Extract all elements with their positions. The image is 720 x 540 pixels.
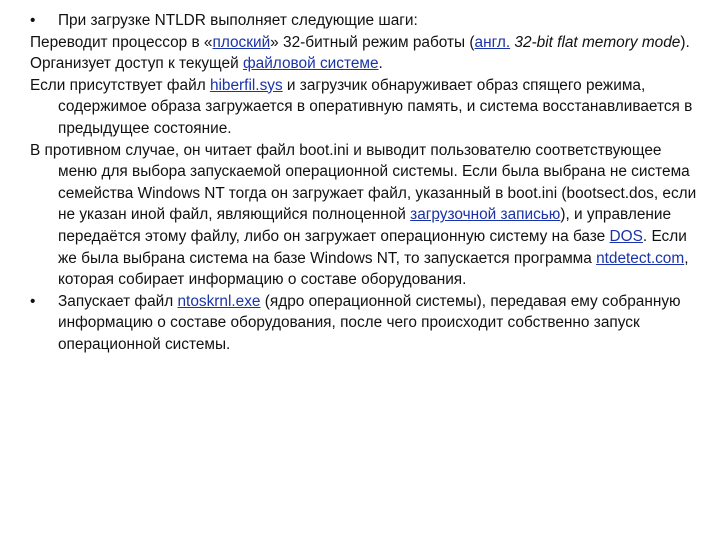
- paragraph-boot-ini: [30, 140, 698, 291]
- text-run: Переводит процессор в «: [30, 33, 213, 51]
- bullet-marker: •: [30, 12, 36, 29]
- text-run: . Если же была выбрана система на базе Windows NT, то запускается программа: [58, 227, 687, 267]
- text-run: » 32-битный режим работы (: [270, 33, 475, 51]
- link-boot-record[interactable]: загрузочной записью: [410, 206, 561, 224]
- paragraph-hiberfil: [30, 75, 698, 140]
- bullet-paragraph-ntoskrnl: [30, 291, 698, 356]
- text-run: ).: [680, 33, 690, 51]
- text-run: Организует доступ к текущей: [30, 55, 243, 73]
- link-hiberfil[interactable]: hiberfil.sys: [209, 76, 283, 94]
- link-flat[interactable]: плоский: [212, 33, 271, 51]
- bullet-marker: •: [30, 292, 36, 310]
- text-run: и загрузчик обнаруживает образ спящего режима, содержимое образа загружается в оперативную память, и система восстанавливается в предыдущее состояние.: [58, 76, 693, 137]
- text-run: .: [378, 55, 383, 73]
- text-run: , которая собирает информацию о составе оборудования.: [58, 249, 689, 289]
- text-run: ), и управление передаётся этому файлу, либо он загружает операционную систему на базе: [58, 206, 672, 245]
- italic-term: 32-bit flat memory mode: [514, 33, 681, 51]
- text-run: В противном случае, он читает файл boot.ini и выводит пользователю соответствующее меню для выбора запускаемой операционной системы. Если была выбрана не система семейства Windows NT тогда он загружает файл, указанный в boot.ini (bootsect.dos, если не указан иной файл, являющийся полноценной: [30, 141, 697, 224]
- intro-text: При загрузке NTLDR выполняет следующие шаги:: [58, 12, 418, 29]
- paragraph-processor-mode: [30, 32, 698, 54]
- paragraph-file-system: [30, 53, 698, 75]
- bullet-paragraph-intro: [30, 10, 698, 32]
- text-run: (ядро операционной системы), передавая ему собранную информацию о составе оборудования, после чего происходит собственно запуск операционной системы.: [58, 292, 681, 353]
- link-english[interactable]: англ.: [474, 33, 511, 51]
- link-ntdetect[interactable]: ntdetect.com: [596, 249, 685, 267]
- link-file-system[interactable]: файловой системе: [242, 55, 379, 73]
- link-ntoskrnl[interactable]: ntoskrnl.exe: [177, 292, 261, 310]
- text-run: Запускает файл: [58, 292, 178, 310]
- link-dos[interactable]: DOS: [609, 227, 643, 245]
- text-run: Если присутствует файл: [30, 76, 210, 94]
